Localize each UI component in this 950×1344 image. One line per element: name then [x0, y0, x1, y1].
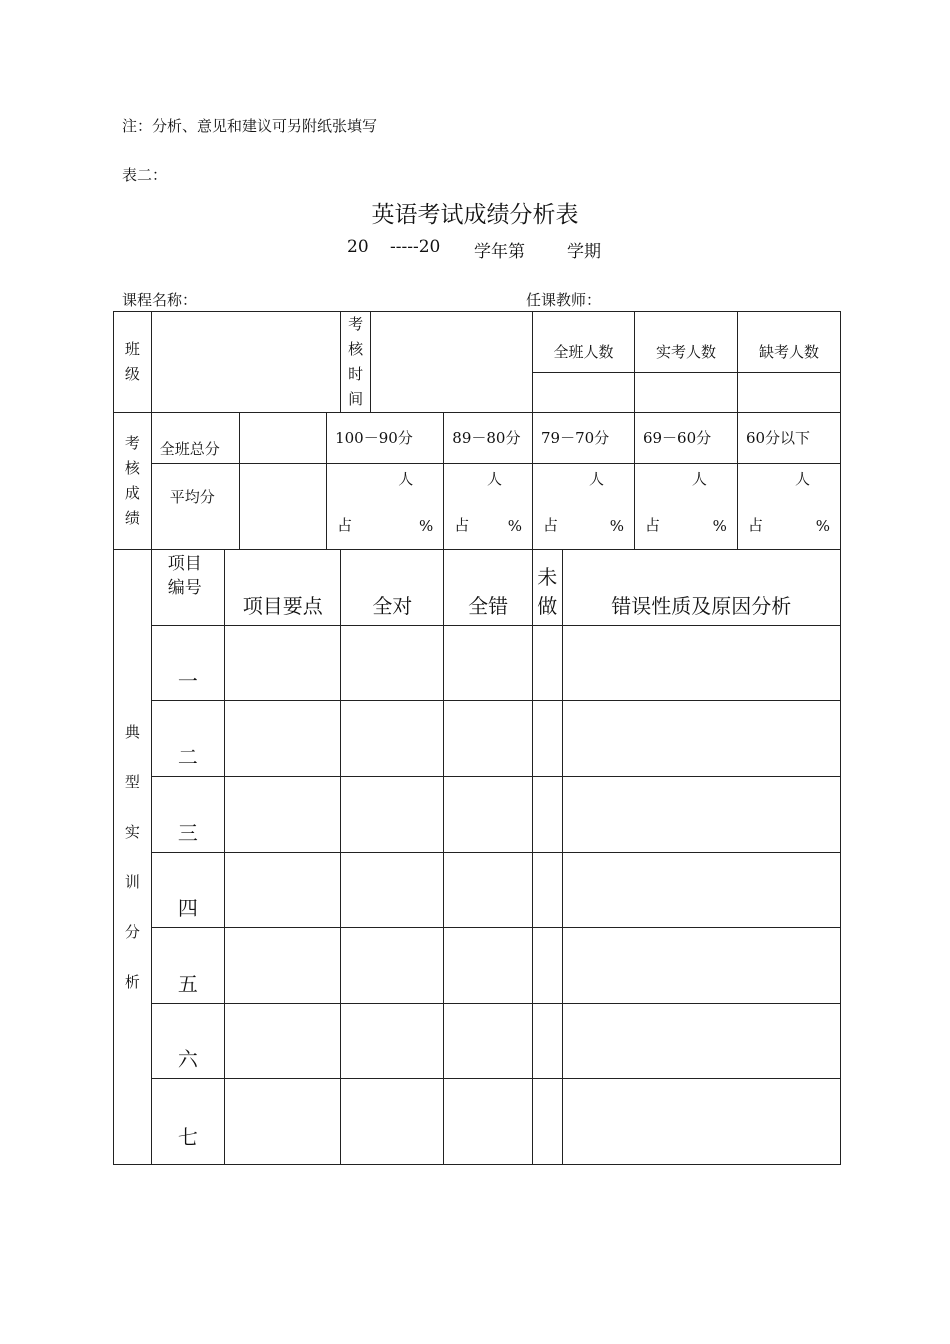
not-done-cell[interactable]: [533, 1079, 563, 1165]
score-section-label-cell: [114, 413, 152, 550]
not-done-cell[interactable]: [533, 853, 563, 928]
class-value-cell[interactable]: [151, 312, 341, 413]
not-done-cell[interactable]: [533, 701, 563, 777]
item-number: 七: [151, 1079, 224, 1165]
key-points-cell[interactable]: [225, 853, 341, 928]
score-analysis-table: [113, 311, 841, 1165]
all-right-cell[interactable]: [341, 1079, 444, 1165]
total-students-value[interactable]: [533, 372, 635, 412]
error-analysis-cell[interactable]: [562, 853, 840, 928]
table-row: [114, 626, 841, 701]
people-cell-2[interactable]: [444, 464, 533, 550]
all-right-cell[interactable]: [341, 853, 444, 928]
key-points-cell[interactable]: [225, 928, 341, 1004]
percent-sign: %: [712, 517, 727, 535]
actual-students-label: 实考人数: [634, 312, 737, 373]
all-right-cell[interactable]: [341, 928, 444, 1004]
not-done-cell[interactable]: [533, 626, 563, 701]
not-done-header: 未做: [533, 550, 563, 626]
people-unit: 人: [486, 470, 502, 488]
share-label: 占: [747, 516, 763, 534]
average-label: 平均分: [151, 464, 240, 550]
analysis-section-label: 典型实训分析: [124, 723, 140, 991]
people-cell-5[interactable]: [737, 464, 840, 550]
item-number: 三: [151, 777, 224, 853]
all-wrong-cell[interactable]: [444, 1079, 533, 1165]
not-done-cell[interactable]: [533, 928, 563, 1004]
table-row: [114, 701, 841, 777]
percent-sign: %: [609, 517, 624, 535]
all-wrong-cell[interactable]: [444, 626, 533, 701]
range-79-70: 79－70分: [533, 413, 635, 464]
absent-students-value[interactable]: [737, 372, 840, 412]
item-number: 二: [151, 701, 224, 777]
year-from: 20: [347, 237, 369, 257]
absent-students-label: 缺考人数: [737, 312, 840, 373]
item-no-header: 项目编号: [167, 554, 202, 598]
people-unit: 人: [691, 470, 707, 488]
table-row: [114, 1079, 841, 1165]
item-number: 五: [151, 928, 224, 1004]
average-value[interactable]: [240, 464, 327, 550]
key-points-cell[interactable]: [225, 777, 341, 853]
table-row: [114, 1004, 841, 1079]
total-score-value[interactable]: [240, 413, 327, 464]
item-number: 六: [151, 1004, 224, 1079]
key-points-cell[interactable]: [225, 701, 341, 777]
all-right-cell[interactable]: [341, 701, 444, 777]
error-analysis-header: 错误性质及原因分析: [562, 550, 840, 626]
year-to: -----20: [390, 237, 441, 257]
not-done-cell[interactable]: [533, 777, 563, 853]
table-row: [114, 928, 841, 1004]
total-score-label: 全班总分: [151, 413, 240, 464]
range-below-60: 60分以下: [737, 413, 840, 464]
exam-time-label: 考核时间: [348, 315, 364, 408]
exam-time-value-cell[interactable]: [370, 312, 532, 413]
all-right-header: 全对: [341, 550, 444, 626]
item-number: 四: [151, 853, 224, 928]
people-cell-4[interactable]: [634, 464, 737, 550]
people-unit: 人: [794, 470, 810, 488]
all-wrong-cell[interactable]: [444, 1004, 533, 1079]
teacher-label: 任课教师：: [526, 291, 602, 309]
all-right-cell[interactable]: [341, 626, 444, 701]
people-unit: 人: [588, 470, 604, 488]
key-points-cell[interactable]: [225, 626, 341, 701]
range-89-80: 89－80分: [444, 413, 533, 464]
error-analysis-cell[interactable]: [562, 777, 840, 853]
people-unit: 人: [398, 470, 414, 488]
all-wrong-cell[interactable]: [444, 853, 533, 928]
table-label: 表二：: [122, 166, 168, 184]
analysis-section-label-cell: [114, 550, 152, 1165]
people-cell-1[interactable]: [327, 464, 444, 550]
class-label: 班级: [124, 340, 140, 383]
percent-sign: %: [815, 517, 830, 535]
term-label: 学期: [567, 242, 601, 262]
error-analysis-cell[interactable]: [562, 1079, 840, 1165]
key-points-cell[interactable]: [225, 1004, 341, 1079]
item-no-header-cell: [151, 550, 224, 626]
note-text: 注：分析、意见和建议可另附纸张填写: [122, 117, 378, 135]
share-label: 占: [454, 516, 470, 534]
error-analysis-cell[interactable]: [562, 928, 840, 1004]
all-wrong-header: 全错: [444, 550, 533, 626]
key-points-cell[interactable]: [225, 1079, 341, 1165]
page-title: 英语考试成绩分析表: [371, 202, 579, 228]
share-label: 占: [543, 516, 559, 534]
all-wrong-cell[interactable]: [444, 701, 533, 777]
range-100-90: 100－90分: [327, 413, 444, 464]
score-section-label: 考核成绩: [124, 434, 140, 527]
error-analysis-cell[interactable]: [562, 1004, 840, 1079]
class-label-cell: [114, 312, 152, 413]
item-number: 一: [151, 626, 224, 701]
all-right-cell[interactable]: [341, 1004, 444, 1079]
table-row: [114, 853, 841, 928]
range-69-60: 69－60分: [634, 413, 737, 464]
error-analysis-cell[interactable]: [562, 701, 840, 777]
table-row: [114, 777, 841, 853]
share-label: 占: [644, 516, 660, 534]
course-name-label: 课程名称：: [122, 291, 198, 309]
all-wrong-cell[interactable]: [444, 777, 533, 853]
year-label: 学年第: [474, 242, 525, 262]
key-points-header: 项目要点: [225, 550, 341, 626]
total-students-label: 全班人数: [533, 312, 635, 373]
error-analysis-cell[interactable]: [562, 626, 840, 701]
people-cell-3[interactable]: [533, 464, 635, 550]
percent-sign: %: [419, 517, 434, 535]
percent-sign: %: [507, 517, 522, 535]
not-done-cell[interactable]: [533, 1004, 563, 1079]
share-label: 占: [337, 516, 353, 534]
actual-students-value[interactable]: [634, 372, 737, 412]
all-right-cell[interactable]: [341, 777, 444, 853]
exam-time-label-cell: [341, 312, 371, 413]
all-wrong-cell[interactable]: [444, 928, 533, 1004]
